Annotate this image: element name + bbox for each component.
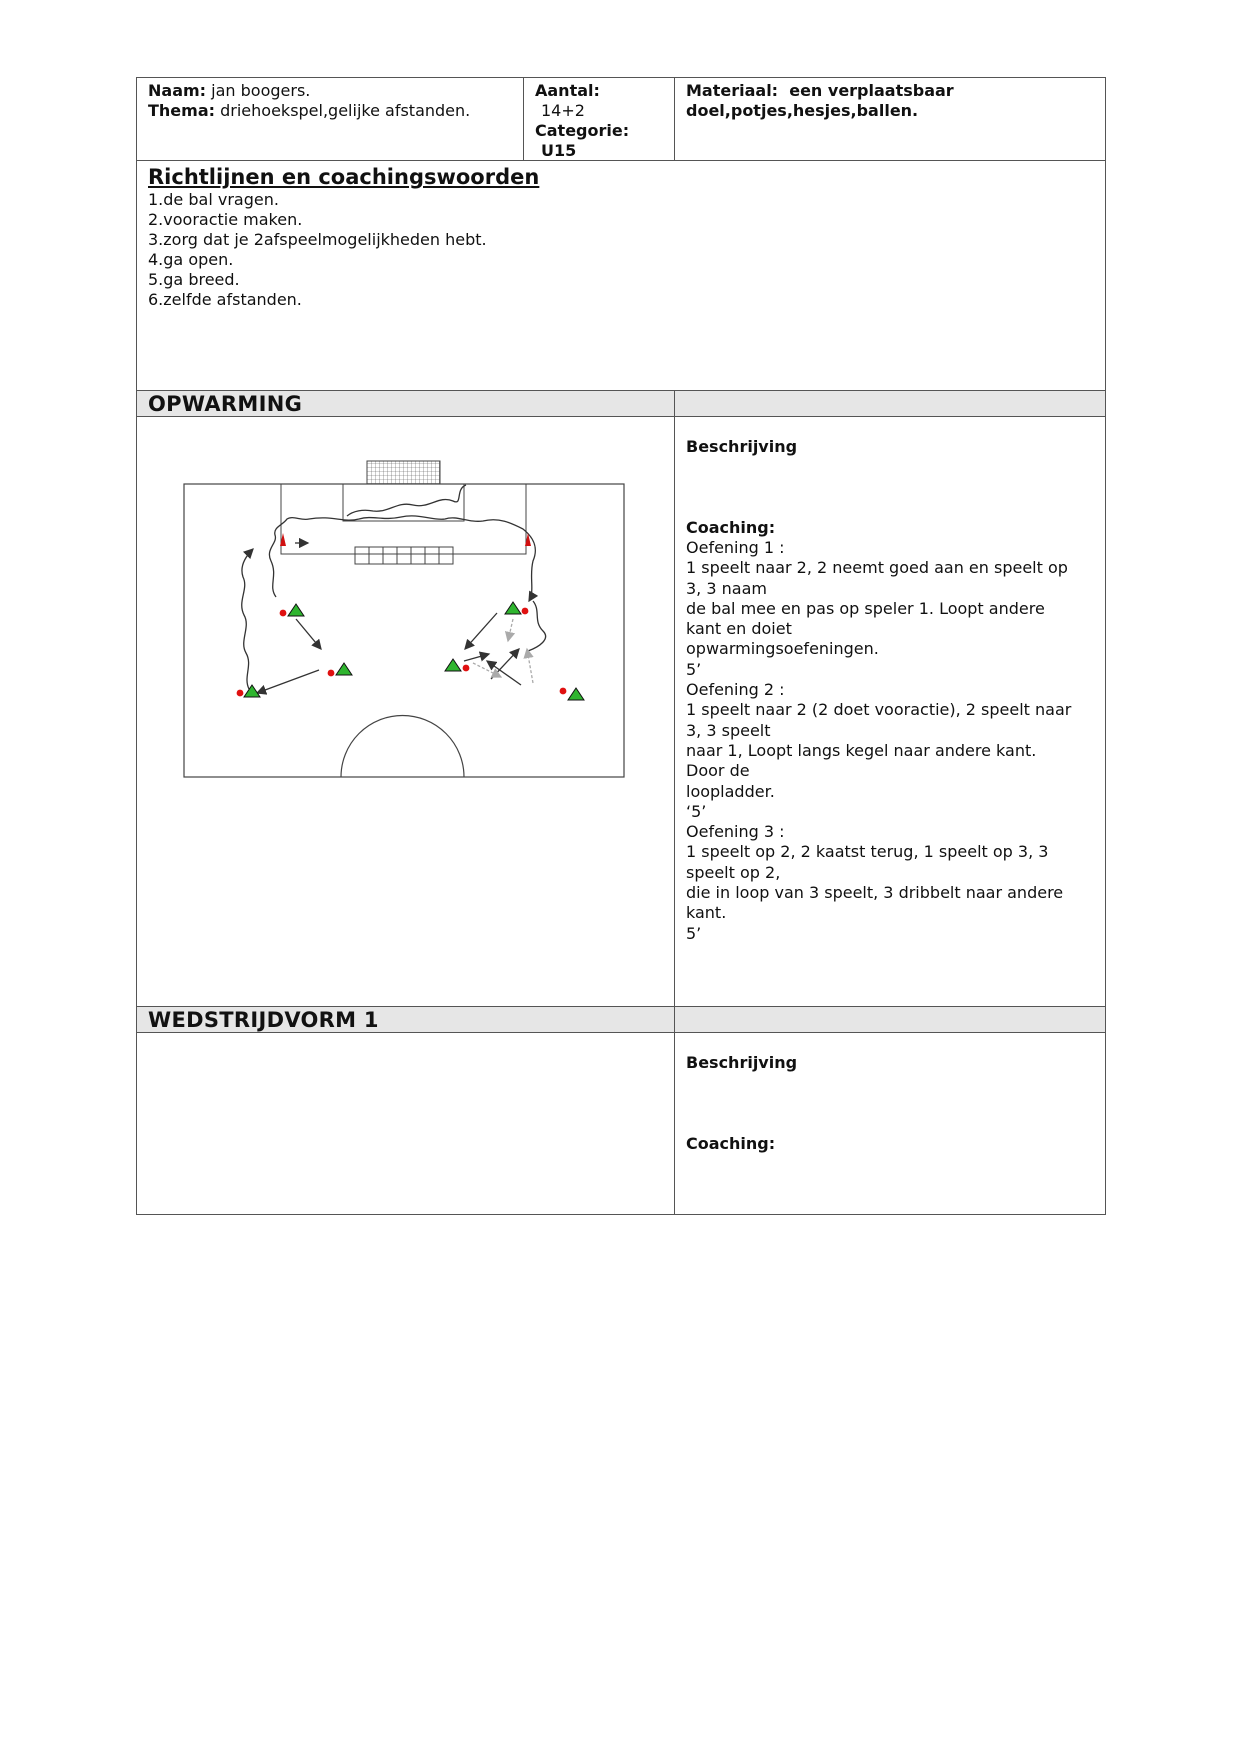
header-row	[137, 78, 1105, 161]
aantal-value: 14+2	[541, 101, 585, 120]
match-beschrijving-label: Beschrijving	[686, 1053, 798, 1072]
guidelines-row	[137, 161, 1105, 391]
warmup-line: die in loop van 3 speelt, 3 dribbelt naar andere	[686, 883, 1064, 903]
warmup-beschrijving-label: Beschrijving	[686, 437, 798, 456]
warmup-coaching-text	[686, 538, 1094, 944]
naam-thema-cell	[137, 78, 523, 160]
thema-value: driehoekspel,gelijke afstanden.	[220, 101, 471, 120]
materiaal-cell	[674, 78, 1105, 160]
match-header-row	[137, 1007, 1105, 1033]
ball-icon	[328, 670, 335, 677]
ball-icon	[560, 688, 567, 695]
warmup-line: opwarmingsoefeningen.	[686, 639, 879, 659]
guideline-item: 4.ga open.	[148, 250, 234, 269]
match-description-cell	[674, 1033, 1105, 1214]
materiaal-line1: een verplaatsbaar	[789, 81, 954, 100]
ball-icon	[522, 608, 529, 615]
warmup-line: 5’	[686, 659, 702, 679]
guideline-item: 1.de bal vragen.	[148, 190, 279, 209]
naam-label: Naam:	[148, 81, 207, 100]
warmup-line: 5’	[686, 923, 702, 943]
pitch-outline	[184, 484, 624, 777]
warmup-coaching-label: Coaching:	[686, 518, 776, 537]
warmup-line: naar 1, Loopt langs kegel naar andere kant.	[686, 740, 1037, 760]
ball-icon	[237, 690, 244, 697]
aantal-label: Aantal:	[535, 81, 600, 100]
warmup-content-row	[137, 417, 1105, 1007]
guideline-item: 2.vooractie maken.	[148, 210, 303, 229]
aantal-categorie-cell	[523, 78, 674, 160]
match-header-empty-cell	[674, 1007, 1105, 1032]
warmup-line: Oefening 3 :	[686, 822, 785, 842]
guidelines-cell	[137, 161, 1105, 390]
warmup-line: speelt op 2,	[686, 862, 781, 882]
warmup-line: 3, 3 naam	[686, 578, 767, 598]
warmup-line: 1 speelt naar 2 (2 doet vooractie), 2 speelt naar	[686, 700, 1072, 720]
match-content-row	[137, 1033, 1105, 1214]
warmup-line: kant en doiet	[686, 619, 792, 639]
guideline-item: 5.ga breed.	[148, 270, 240, 289]
warmup-title-cell	[137, 391, 674, 416]
materiaal-line2: doel,potjes,hesjes,ballen.	[686, 101, 919, 120]
warmup-header-empty-cell	[674, 391, 1105, 416]
warmup-line: Oefening 1 :	[686, 538, 785, 557]
guidelines-title: Richtlijnen en coachingswoorden	[148, 165, 540, 189]
warmup-line: Oefening 2 :	[686, 680, 785, 700]
warmup-line: 1 speelt op 2, 2 kaatst terug, 1 speelt op 3, 3	[686, 842, 1049, 862]
match-diagram-cell	[137, 1033, 674, 1214]
match-title: WEDSTRIJDVORM 1	[148, 1008, 379, 1032]
match-title-cell	[137, 1007, 674, 1032]
pitch-diagram	[183, 451, 627, 781]
warmup-diagram-cell	[137, 417, 674, 1006]
warmup-line: Door de	[686, 761, 750, 781]
warmup-line: de bal mee en pas op speler 1. Loopt andere	[686, 598, 1045, 618]
warmup-line: 3, 3 speelt	[686, 720, 771, 740]
warmup-description-cell	[674, 417, 1105, 1006]
guideline-item: 3.zorg dat je 2afspeelmogelijkheden hebt.	[148, 230, 487, 249]
warmup-line: 1 speelt naar 2, 2 neemt goed aan en speelt op	[686, 558, 1068, 578]
goal-net	[367, 461, 440, 484]
thema-label: Thema:	[148, 101, 216, 120]
pitch-diagram-svg	[183, 451, 627, 781]
warmup-line: loopladder.	[686, 781, 775, 801]
warmup-title: OPWARMING	[148, 392, 303, 416]
guideline-item: 6.zelfde afstanden.	[148, 290, 302, 309]
categorie-label: Categorie:	[535, 121, 630, 140]
warmup-header-row	[137, 391, 1105, 417]
warmup-line: kant.	[686, 903, 727, 923]
ball-icon	[280, 610, 287, 617]
match-coaching-label: Coaching:	[686, 1134, 776, 1153]
training-sheet-table	[136, 77, 1106, 1215]
materiaal-label: Materiaal:	[686, 81, 779, 100]
warmup-line: ‘5’	[686, 801, 707, 821]
ball-icon	[463, 665, 470, 672]
categorie-value: U15	[541, 141, 577, 160]
naam-value: jan boogers.	[211, 81, 311, 100]
